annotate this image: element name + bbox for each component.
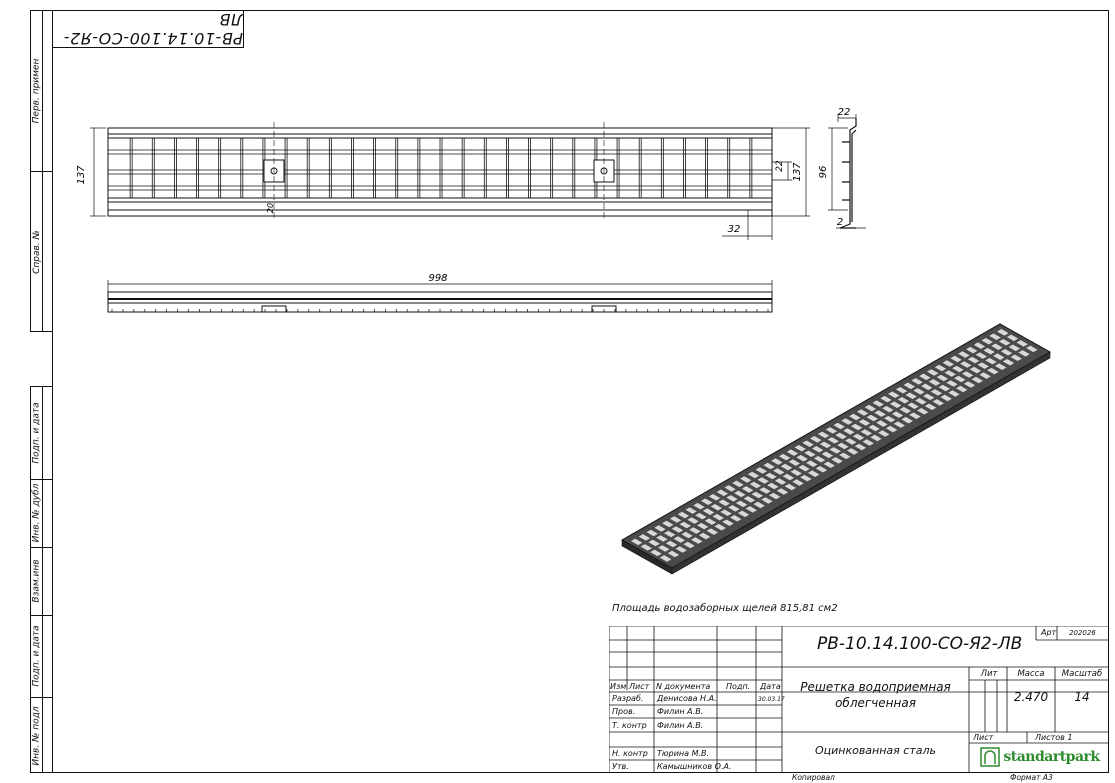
logo-arch-icon [980,747,1000,767]
col-list: Лист [629,682,650,691]
lit-label: Лит [980,669,998,679]
dim-side-top: 22 [837,107,851,118]
razrab-date: 30.03.17 [758,696,785,703]
prov-name: Филин А.В. [657,707,704,716]
area-note: Площадь водозаборных щелей 815,81 см2 [612,603,838,614]
title-designation: РВ-10.14.100-СО-Я2-ЛВ [817,634,1023,654]
col-izm: Изм [610,682,627,691]
dim-length-998: 998 [428,273,448,284]
dim-slot-20: 20 [266,202,275,214]
row-prov: Пров. [612,707,636,716]
sidebar-label-podp-data-2: Подп. и дата [31,625,42,687]
title-name-line2: облегченная [835,696,916,710]
front-view [60,110,820,250]
nkontr-name: Тюрина М.В. [657,749,710,758]
masshtab-label: Масштаб [1061,669,1103,679]
dim-offset-32: 32 [727,224,741,235]
dim-height-right: 137 [792,162,803,182]
massa-value: 2.470 [1013,690,1049,704]
listov-label: Листов 1 [1035,733,1073,742]
isometric-view [610,315,1060,580]
dim-slot-22: 22 [775,160,785,172]
tkontr-name: Филин А.В. [657,721,704,730]
massa-label: Масса [1017,669,1045,679]
logo-text: standartpark [1003,749,1100,765]
art-label: Арт [1041,628,1057,637]
sidebar-top [30,10,52,332]
sidebar-label-podp-data-1: Подп. и дата [31,402,42,464]
sidebar-label-vzam-inv: Взам.инв [31,559,42,603]
title-block [609,626,1109,773]
title-material: Оцинкованная сталь [814,744,937,757]
title-name-line1: Решетка водоприемная [800,680,951,694]
bottom-copy: Копировал [792,773,835,782]
col-data: Дата [760,682,781,691]
sidebar-label-inv-dubl: Инв. № дубл [31,483,42,543]
dim-side-bottom: 2 [836,217,844,228]
bottom-format: Формат А3 [1010,773,1053,782]
side-view [810,100,880,240]
sidebar-label-perv-primen: Перв. примен [31,58,42,124]
utv-name: Камышников О.А. [657,762,732,771]
row-nkontr: Н. контр [612,749,648,758]
dim-side-height: 96 [818,165,829,179]
sidebar-label-sprav-no: Справ. № [31,230,42,274]
row-tkontr: Т. контр [612,721,647,730]
dim-height-front: 137 [76,165,87,185]
art-value: 202026 [1069,629,1096,637]
sidebar-label-inv-podl: Инв. № подл [31,705,42,766]
masshtab-value: 14 [1074,690,1090,704]
col-doc: N документа [656,682,711,691]
row-razrab: Разраб. [612,694,644,703]
col-podp: Подп. [726,682,751,691]
standartpark-logo [971,743,1109,771]
drawing-code-mirrored: РВ-10.14.100-СО-Я2-ЛВ [63,9,243,48]
sidebar-bottom [30,386,52,773]
list-label: Лист [973,733,994,742]
row-utv: Утв. [612,762,629,771]
razrab-name: Денисова Н.А. [657,694,717,703]
drawing-code-box [52,10,244,48]
